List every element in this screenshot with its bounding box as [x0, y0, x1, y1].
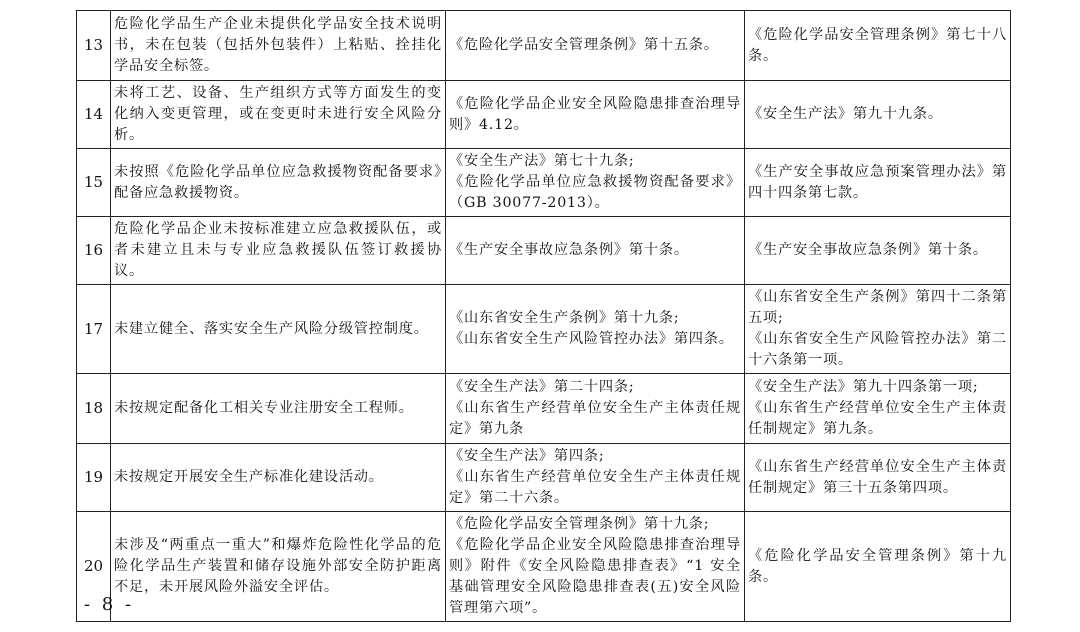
legal-basis-cell-text: 《山东省安全生产条例》第十九条; [449, 310, 680, 326]
legal-basis-cell-text: 《山东省生产经营单位安全生产主体责任规定》第二十六条。 [449, 469, 741, 506]
row-number: 18 [77, 374, 111, 444]
issue-cell [111, 285, 446, 374]
penalty-basis-cell-text: 《安全生产法》第九十四条第一项; [748, 379, 979, 395]
issue-cell [111, 512, 446, 622]
legal-basis-cell-text: 《山东省生产经营单位安全生产主体责任规定》第九条 [449, 400, 741, 437]
table-body [77, 11, 1011, 622]
row-number: 16 [77, 217, 111, 285]
table-row [77, 444, 1011, 512]
penalty-basis-cell [745, 444, 1011, 512]
legal-basis-cell-text: 《危险化学品单位应急救援物资配备要求》（GB 30077-2013）。 [449, 174, 741, 211]
regulation-table [76, 10, 1011, 622]
legal-basis-cell-text: 《山东省安全生产风险管控办法》第四条。 [449, 331, 734, 347]
issue-cell [111, 217, 446, 285]
table-row [77, 285, 1011, 374]
legal-basis-cell-text: 《危险化学品企业安全风险隐患排查治理导则》4.12。 [449, 95, 741, 133]
issue-cell-text: 危险化学品生产企业未提供化学品安全技术说明书，未在包装（包括外包装件）上粘贴、拴挂化学品安全标签。 [114, 16, 442, 74]
legal-basis-cell-text: 《生产安全事故应急条例》第十条。 [449, 242, 689, 258]
row-number: 15 [77, 149, 111, 217]
legal-basis-cell [446, 444, 745, 512]
issue-cell-text: 未建立健全、落实安全生产风险分级管控制度。 [114, 320, 429, 337]
penalty-basis-cell-text: 《山东省生产经营单位安全生产主体责任制规定》第三十五条第四项。 [748, 458, 1007, 496]
issue-cell-text: 未将工艺、设备、生产组织方式等方面发生的变化纳入变更管理，或在变更时未进行安全风险分析。 [114, 85, 442, 143]
penalty-basis-cell [745, 81, 1011, 149]
penalty-basis-cell-text: 《危险化学品安全管理条例》第七十八条。 [748, 26, 1007, 64]
legal-basis-cell-text: 《安全生产法》第四条; [449, 448, 605, 464]
legal-basis-cell-text: 《危险化学品企业安全风险隐患排查治理导则》附件《安全风险隐患排查表》“1 安全基础管理安全风险隐患排查表(五)安全风险管理第六项”。 [449, 537, 741, 616]
penalty-basis-cell [745, 374, 1011, 444]
table-row [77, 11, 1011, 81]
table-row [77, 81, 1011, 149]
penalty-basis-cell-text: 《生产安全事故应急预案管理办法》第四十四条第七款。 [748, 163, 1007, 201]
issue-cell [111, 149, 446, 217]
legal-basis-cell [446, 217, 745, 285]
issue-cell [111, 11, 446, 81]
issue-cell-text: 未按规定开展安全生产标准化建设活动。 [114, 469, 384, 485]
page-number: - 8 - [84, 594, 135, 615]
row-number: 14 [77, 81, 111, 149]
penalty-basis-cell-text: 《山东省安全生产条例》第四十二条第五项; [748, 289, 1007, 326]
penalty-basis-cell [745, 285, 1011, 374]
penalty-basis-cell-text: 《危险化学品安全管理条例》第十九条。 [748, 547, 1007, 585]
legal-basis-cell-text: 《安全生产法》第二十四条; [449, 379, 635, 395]
issue-cell [111, 444, 446, 512]
table-row [77, 374, 1011, 444]
issue-cell-text: 危险化学品企业未按标准建立应急救援队伍，或者未建立且未与专业应急救援队伍签订救援协议。 [114, 221, 442, 279]
penalty-basis-cell-text: 《生产安全事故应急条例》第十条。 [748, 242, 988, 258]
penalty-basis-cell [745, 217, 1011, 285]
penalty-basis-cell-text: 《安全生产法》第九十九条。 [748, 106, 943, 122]
regulation-table-container [76, 10, 1010, 622]
issue-cell-text: 未涉及“两重点一重大”和爆炸危险性化学品的危险化学品生产装置和储存设施外部安全防护距离不足，未开展风险外溢安全评估。 [114, 537, 442, 595]
legal-basis-cell [446, 285, 745, 374]
legal-basis-cell [446, 374, 745, 444]
legal-basis-cell [446, 81, 745, 149]
penalty-basis-cell [745, 11, 1011, 81]
penalty-basis-cell [745, 512, 1011, 622]
penalty-basis-cell-text: 《山东省安全生产风险管控办法》第二十六条第一项。 [748, 331, 1007, 368]
table-row [77, 512, 1011, 622]
legal-basis-cell-text: 《危险化学品安全管理条例》第十五条。 [449, 37, 719, 53]
penalty-basis-cell [745, 149, 1011, 217]
legal-basis-cell [446, 512, 745, 622]
issue-cell [111, 81, 446, 149]
legal-basis-cell [446, 149, 745, 217]
row-number: 20 [77, 512, 111, 622]
penalty-basis-cell-text: 《山东省生产经营单位安全生产主体责任制规定》第九条。 [748, 400, 1007, 437]
legal-basis-cell [446, 11, 745, 81]
row-number: 19 [77, 444, 111, 512]
issue-cell [111, 374, 446, 444]
row-number: 17 [77, 285, 111, 374]
legal-basis-cell-text: 《危险化学品安全管理条例》第十九条; [449, 516, 710, 532]
table-row [77, 149, 1011, 217]
legal-basis-cell-text: 《安全生产法》第七十九条; [449, 153, 635, 169]
issue-cell-text: 未按照《危险化学品单位应急救援物资配备要求》配备应急救援物资。 [114, 163, 442, 201]
table-row [77, 217, 1011, 285]
issue-cell-text: 未按规定配备化工相关专业注册安全工程师。 [114, 400, 414, 416]
row-number: 13 [77, 11, 111, 81]
